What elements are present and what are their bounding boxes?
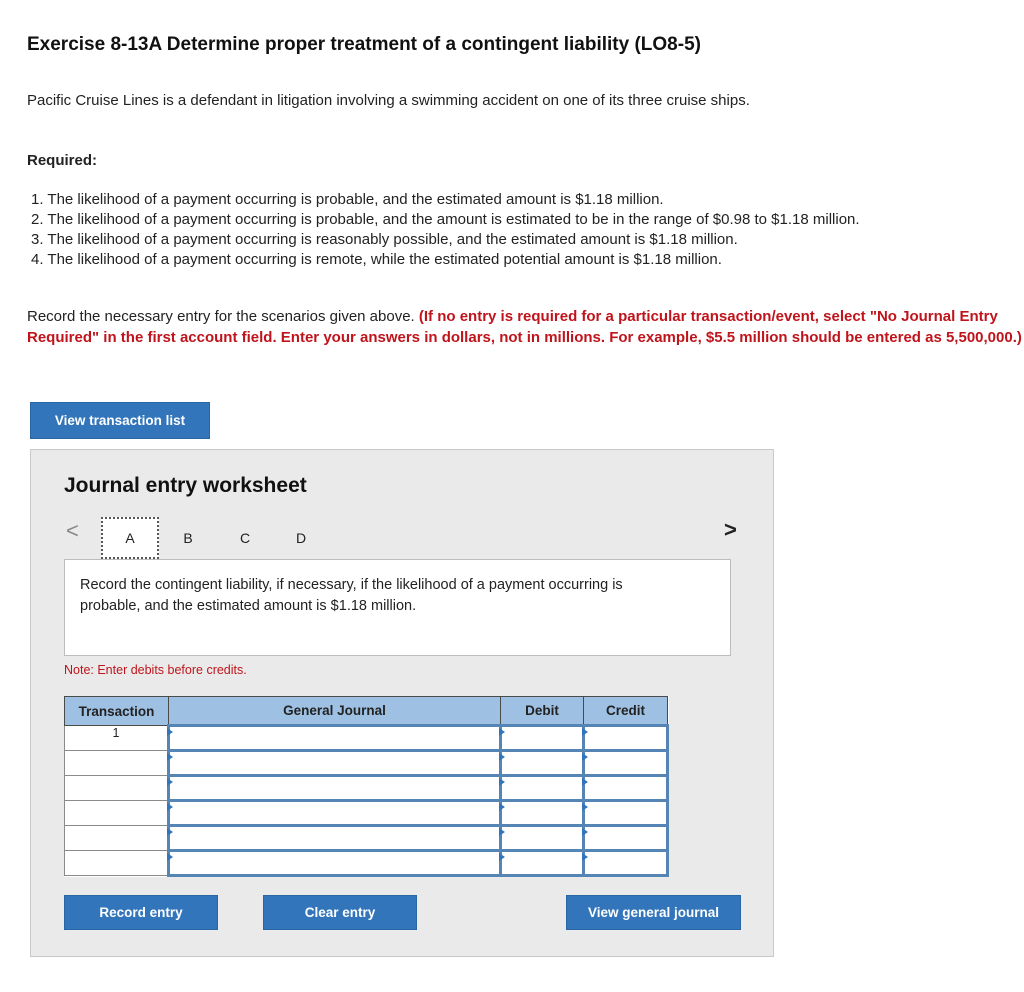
debit-input[interactable] (501, 851, 584, 876)
account-input[interactable] (169, 776, 501, 801)
entry-description: Record the contingent liability, if necessary, if the likelihood of a payment occurring is probable, and the estimated amount is $1.18 million. (80, 577, 623, 614)
debit-input[interactable] (501, 801, 584, 826)
table-row (65, 726, 668, 751)
view-transaction-list-button[interactable]: View transaction list (30, 402, 210, 439)
column-header: Transaction (65, 697, 169, 726)
instructions (27, 307, 1022, 348)
table-row (65, 851, 668, 876)
tab-a[interactable]: A (101, 517, 159, 559)
chevron-right-icon[interactable]: > (724, 517, 737, 542)
credit-input[interactable] (584, 726, 668, 751)
instructions-text: Record the necessary entry for the scenarios given above. (27, 308, 419, 325)
debit-input[interactable] (501, 776, 584, 801)
required-item: 3. The likelihood of a payment occurring is reasonably possible, and the estimated amount is $1.18 million. (31, 231, 738, 248)
account-input[interactable] (169, 801, 501, 826)
required-heading: Required: (27, 152, 98, 169)
exercise-title: Exercise 8-13A Determine proper treatment of a contingent liability (LO8-5) (27, 34, 701, 55)
journal-table (64, 696, 669, 877)
chevron-left-icon[interactable]: < (66, 518, 79, 543)
table-row (65, 776, 668, 801)
transaction-cell (65, 801, 169, 826)
tab-d[interactable]: D (295, 530, 307, 546)
credit-input[interactable] (584, 826, 668, 851)
debit-input[interactable] (501, 826, 584, 851)
transaction-cell (65, 776, 169, 801)
credit-input[interactable] (584, 776, 668, 801)
instructions-emphasis: (If no entry is required for a particular transaction/event, select "No Journal Entry Required" in the first account field. Enter your answers in dollars, not in millions. For example, $5.5 million should be entered as 5,500,000.) (27, 308, 1022, 346)
credit-input[interactable] (584, 751, 668, 776)
exercise-intro: Pacific Cruise Lines is a defendant in litigation involving a swimming accident on one of its three cruise ships. (27, 92, 750, 109)
transaction-cell (65, 751, 169, 776)
credit-input[interactable] (584, 801, 668, 826)
clear-entry-button[interactable]: Clear entry (263, 895, 417, 930)
transaction-cell (65, 851, 169, 876)
table-row (65, 751, 668, 776)
transaction-cell (65, 826, 169, 851)
account-input[interactable] (169, 726, 501, 751)
required-list (31, 190, 860, 270)
credit-input[interactable] (584, 851, 668, 876)
required-item: 2. The likelihood of a payment occurring is probable, and the amount is estimated to be in the range of $0.98 to $1.18 million. (31, 211, 860, 228)
record-entry-button[interactable]: Record entry (64, 895, 218, 930)
table-row (65, 826, 668, 851)
column-header: Credit (584, 697, 668, 726)
worksheet-title: Journal entry worksheet (64, 474, 307, 497)
column-header: General Journal (169, 697, 501, 726)
tab-c[interactable]: C (239, 530, 251, 546)
debit-input[interactable] (501, 751, 584, 776)
transaction-cell: 1 (65, 726, 169, 751)
view-general-journal-button[interactable]: View general journal (566, 895, 741, 930)
required-item: 4. The likelihood of a payment occurring is remote, while the estimated potential amount is $1.18 million. (31, 251, 722, 268)
debit-input[interactable] (501, 726, 584, 751)
account-input[interactable] (169, 826, 501, 851)
required-item: 1. The likelihood of a payment occurring is probable, and the estimated amount is $1.18 million. (31, 191, 664, 208)
table-row (65, 801, 668, 826)
journal-header-row (65, 697, 668, 726)
account-input[interactable] (169, 851, 501, 876)
column-header: Debit (501, 697, 584, 726)
entry-note: Note: Enter debits before credits. (64, 663, 247, 677)
account-input[interactable] (169, 751, 501, 776)
tab-b[interactable]: B (183, 530, 193, 546)
